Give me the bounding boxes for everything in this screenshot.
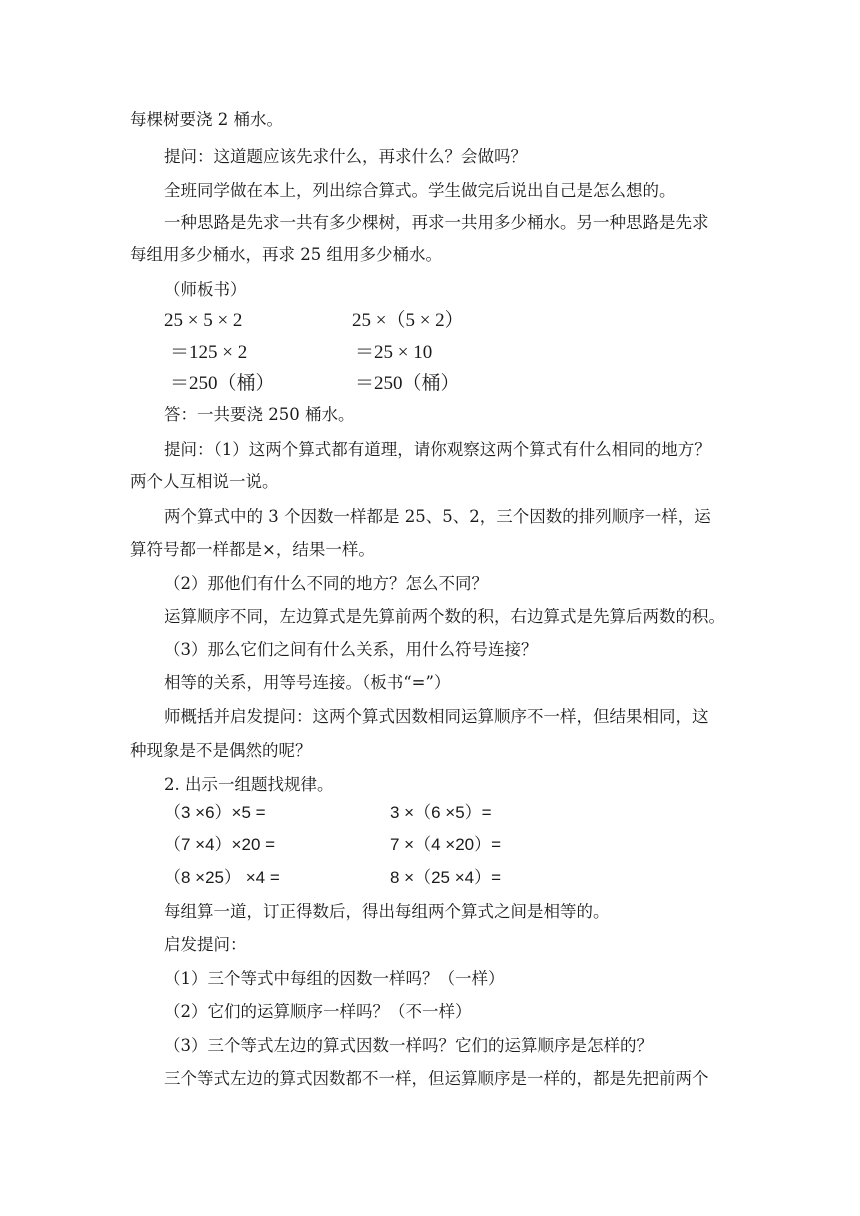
text-line: 两个人互相说一说。 bbox=[130, 472, 279, 491]
text-line: 相等的关系，用等号连接。（板书“=”） bbox=[164, 673, 451, 692]
board-left-line: 25 × 5 × 2 bbox=[164, 310, 243, 331]
text-line: 一种思路是先求一共有多少棵树，再求一共用多少桶水。另一种思路是先求 bbox=[164, 213, 709, 232]
text-line: 每组用多少桶水，再求 25 组用多少桶水。 bbox=[130, 245, 442, 264]
board-left-line: ＝250（桶） bbox=[170, 373, 275, 394]
text-line: 提问：这道题应该先求什么，再求什么？会做吗？ bbox=[164, 147, 527, 166]
equation-right: 7 ×（4 ×20）= bbox=[390, 835, 502, 854]
equation-left: （7 ×4）×20 = bbox=[164, 835, 276, 854]
board-right-line: ＝250（桶） bbox=[355, 373, 460, 394]
text-line: 两个算式中的 3 个因数一样都是 25、5、2，三个因数的排列顺序一样，运 bbox=[164, 507, 711, 526]
board-right-line: 25 ×（5 × 2） bbox=[352, 310, 464, 331]
text-line: 师概括并启发提问：这两个算式因数相同运算顺序不一样，但结果相同，这 bbox=[164, 707, 709, 726]
text-line: 种现象是不是偶然的呢？ bbox=[130, 741, 312, 760]
text-line: 每组算一道，订正得数后，得出每组两个算式之间是相等的。 bbox=[164, 902, 610, 921]
text-line: （1）三个等式中每组的因数一样吗？（一样） bbox=[164, 969, 505, 988]
text-line: （2）它们的运算顺序一样吗？（不一样） bbox=[164, 1002, 472, 1021]
text-line: 答：一共要浇 250 桶水。 bbox=[164, 405, 355, 424]
text-line: 算符号都一样都是×，结果一样。 bbox=[130, 540, 375, 559]
equation-left: （3 ×6）×5 = bbox=[164, 803, 266, 822]
text-line: 2. 出示一组题找规律。 bbox=[164, 775, 334, 794]
text-line: 启发提问： bbox=[164, 935, 247, 954]
text-line: 提问：（1）这两个算式都有道理，请你观察这两个算式有什么相同的地方？ bbox=[164, 440, 711, 459]
equation-left: （8 ×25） ×4 = bbox=[164, 868, 280, 887]
equation-right: 8 ×（25 ×4）= bbox=[390, 868, 502, 887]
text-line: 运算顺序不同，左边算式是先算前两个数的积，右边算式是先算后两数的积。 bbox=[164, 607, 725, 626]
text-line: 全班同学做在本上，列出综合算式。学生做完后说出自己是怎么想的。 bbox=[164, 181, 676, 200]
text-line: （3）那么它们之间有什么关系，用什么符号连接？ bbox=[164, 640, 538, 659]
text-line: （3）三个等式左边的算式因数一样吗？它们的运算顺序是怎样的？ bbox=[164, 1036, 653, 1055]
text-line: 三个等式左边的算式因数都不一样，但运算顺序是一样的，都是先把前两个 bbox=[164, 1069, 709, 1088]
text-line: （2）那他们有什么不同的地方？怎么不同？ bbox=[164, 574, 488, 593]
board-right-line: ＝25 × 10 bbox=[355, 342, 433, 363]
text-line: 每棵树要浇 2 桶水。 bbox=[130, 110, 283, 129]
equation-right: 3 ×（6 ×5）= bbox=[390, 803, 492, 822]
text-line: （师板书） bbox=[164, 280, 247, 299]
board-left-line: ＝125 × 2 bbox=[170, 342, 248, 363]
